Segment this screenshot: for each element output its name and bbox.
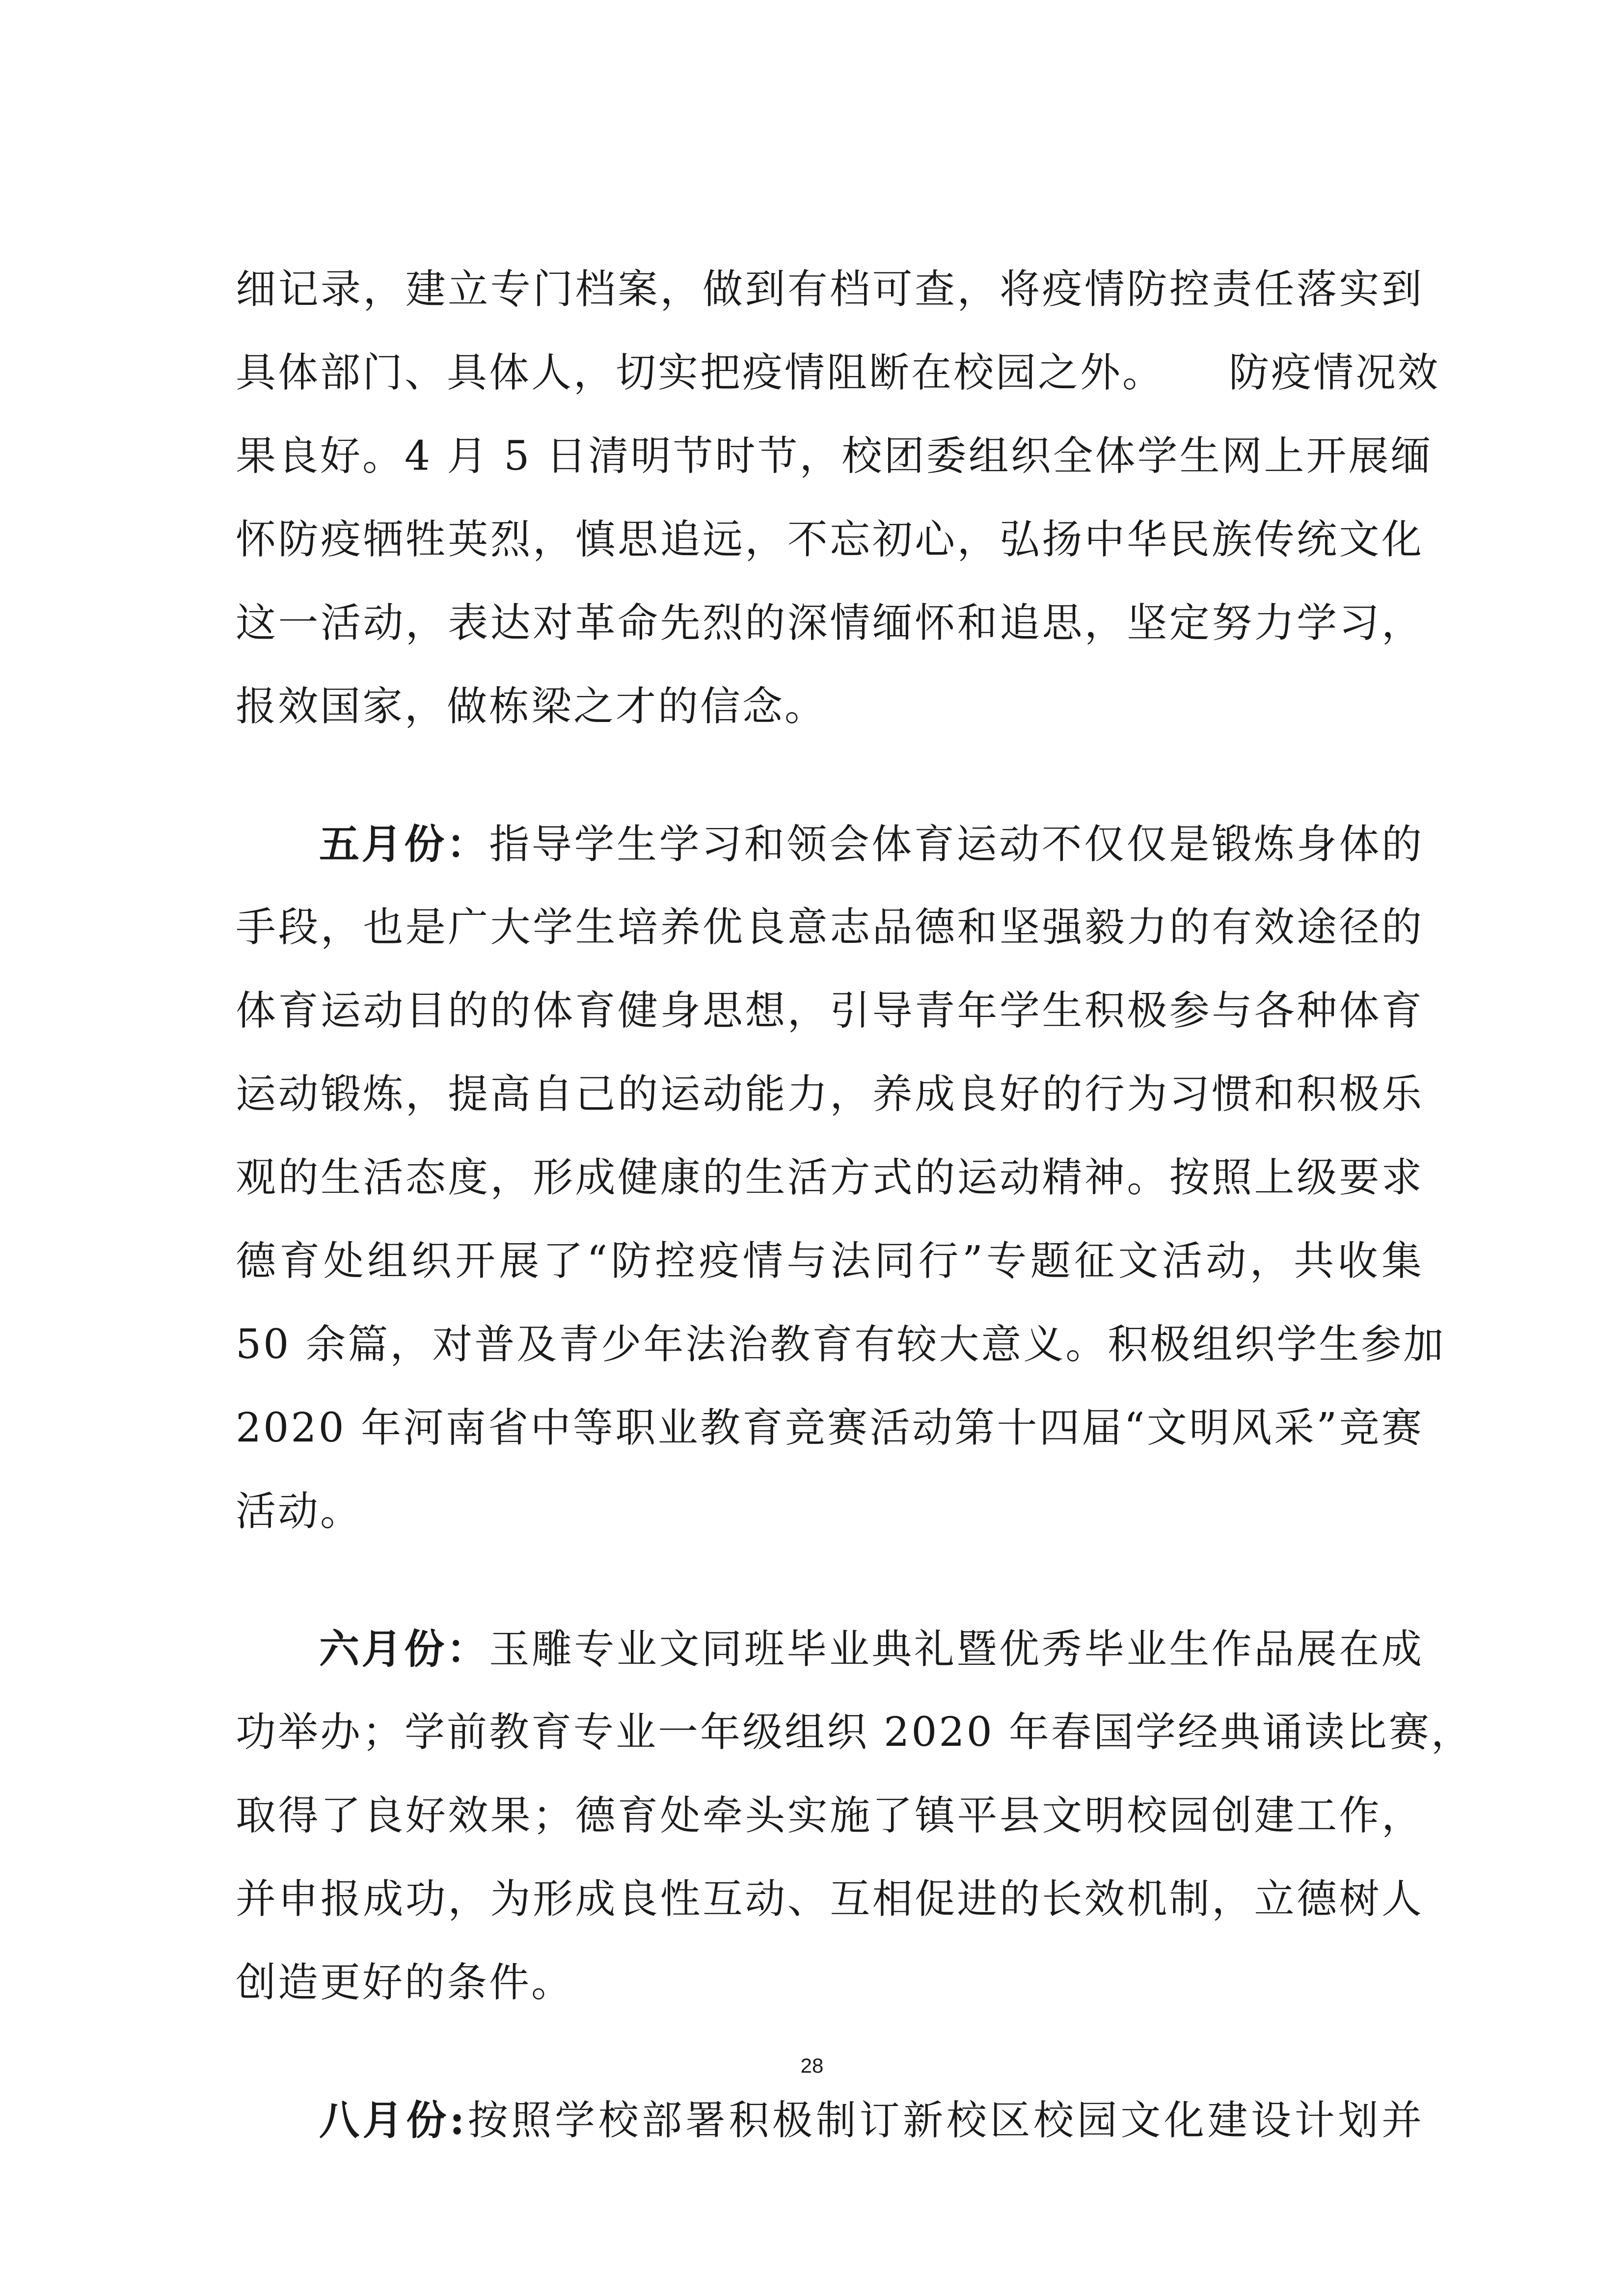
paragraph-may <box>236 802 1446 1553</box>
text-line: 果良好。4 月 5 日清明节时节，校团委组织全体学生网上开展缅 <box>236 433 1433 480</box>
text-line: 具体部门、具体人，切实把疫情阻断在校园之外。 防疫情况效 <box>236 349 1440 396</box>
month-label-may: 五月份： <box>319 821 489 868</box>
text-line: 50 余篇，对普及青少年法治教育有较大意义。积极组织学生参加 <box>236 1321 1446 1368</box>
text-line: 手段，也是广大学生培养优良意志品德和坚强毅力的有效途径的 <box>236 904 1424 951</box>
text-line: 体育运动目的的体育健身思想，引导青年学生积极参与各种体育 <box>236 988 1424 1034</box>
text-line: 取得了良好效果；德育处牵头实施了镇平县文明校园创建工作， <box>236 1792 1424 1839</box>
page-number: 28 <box>800 2054 824 2077</box>
text-line: 细记录，建立专门档案，做到有档可查，将疫情防控责任落实到 <box>236 266 1424 313</box>
text-line-content: 按照学校部署积极制订新校区校园文化建设计划并 <box>466 2097 1424 2144</box>
text-line <box>236 1607 1424 1691</box>
month-label-june: 六月份： <box>319 1626 489 1673</box>
text-line: 德育处组织开展了“防控疫情与法同行”专题征文活动，共收集 <box>236 1238 1424 1284</box>
text-line: 观的生活态度，形成健康的生活方式的运动精神。按照上级要求 <box>236 1154 1424 1201</box>
text-line <box>236 802 1424 886</box>
text-line: 创造更好的条件。 <box>236 1959 574 2006</box>
text-line: 活动。 <box>236 1488 363 1535</box>
text-line: 功举办；学前教育专业一年级组织 2020 年春国学经典诵读比赛， <box>236 1709 1473 1756</box>
text-line: 报效国家，做栋梁之才的信念。 <box>236 683 827 730</box>
text-line: 并申报成功，为形成良性互动、互相促进的长效机制，立德树人 <box>236 1876 1424 1922</box>
text-line: 这一活动，表达对革命先烈的深情缅怀和追思，坚定努力学习， <box>236 600 1424 646</box>
text-line <box>236 2079 1424 2162</box>
paragraph-june <box>236 1607 1473 2025</box>
text-line: 怀防疫牺牲英烈，慎思追远，不忘初心，弘扬中华民族传统文化 <box>236 516 1424 563</box>
text-line: 2020 年河南省中等职业教育竞赛活动第十四届“文明风采”竞赛 <box>236 1405 1424 1451</box>
paragraph-august <box>236 2079 1424 2162</box>
month-label-august: 八月份: <box>319 2097 467 2144</box>
text-line-content: 指导学生学习和领会体育运动不仅仅是锻炼身体的 <box>489 821 1424 868</box>
paragraph-continuation <box>236 248 1440 748</box>
text-line-content: 玉雕专业文同班毕业典礼暨优秀毕业生作品展在成 <box>489 1626 1424 1673</box>
document-body <box>236 248 1473 2162</box>
text-line: 运动锻炼，提高自己的运动能力，养成良好的行为习惯和积极乐 <box>236 1071 1424 1118</box>
